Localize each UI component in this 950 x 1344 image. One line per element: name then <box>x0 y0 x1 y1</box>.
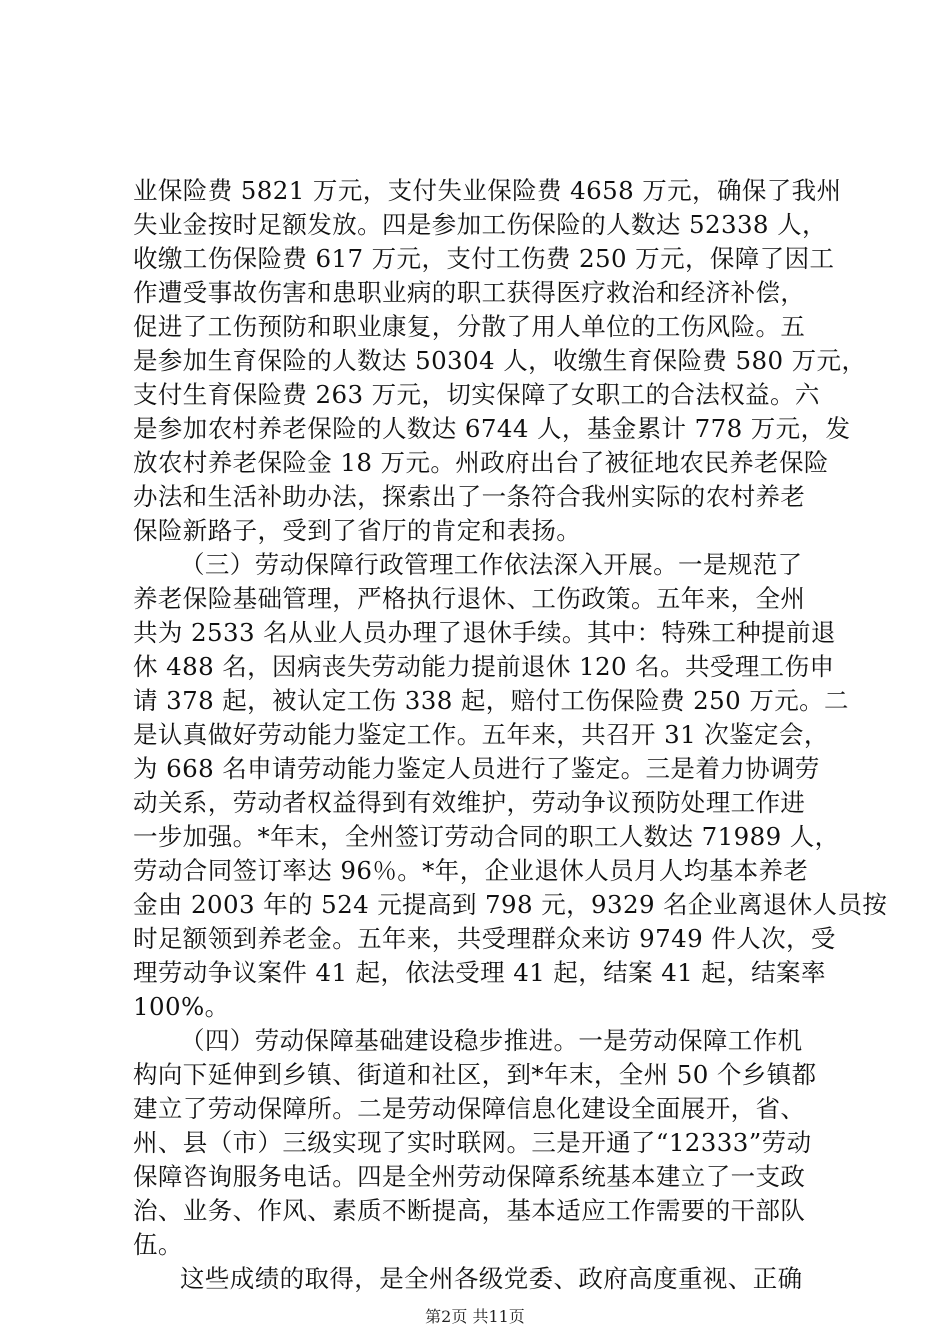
text-line: 养老保险基础管理，严格执行退休、工伤政策。五年来，全州 <box>133 584 806 613</box>
text-line: 一步加强。*年末，全州签订劳动合同的职工人数达 71989 人， <box>133 822 840 851</box>
text-line: 共为 2533 名从业人员办理了退休手续。其中：特殊工种提前退 <box>133 618 836 647</box>
text-line: 100%。 <box>133 992 230 1021</box>
section-heading-line: （三）劳动保障行政管理工作依法深入开展。一是规范了 <box>180 550 803 579</box>
text-line: 业保险费 5821 万元，支付失业保险费 4658 万元，确保了我州 <box>133 176 842 205</box>
text-line: 收缴工伤保险费 617 万元，支付工伤费 250 万元，保障了因工 <box>133 244 835 273</box>
text-line: 保障咨询服务电话。四是全州劳动保障系统基本建立了一支政 <box>133 1162 806 1191</box>
text-line: 是认真做好劳动能力鉴定工作。五年来，共召开 31 次鉴定会， <box>133 720 829 749</box>
text-line: 支付生育保险费 263 万元，切实保障了女职工的合法权益。六 <box>133 380 820 409</box>
text-line: 保险新路子，受到了省厅的肯定和表扬。 <box>133 516 582 545</box>
text-line: 办法和生活补助办法，探索出了一条符合我州实际的农村养老 <box>133 482 806 511</box>
text-line: 休 488 名，因病丧失劳动能力提前退休 120 名。共受理工伤申 <box>133 652 835 681</box>
text-line: 作遭受事故伤害和患职业病的职工获得医疗救治和经济补偿， <box>133 278 806 307</box>
text-line: 构向下延伸到乡镇、街道和社区，到*年末，全州 50 个乡镇都 <box>133 1060 817 1089</box>
section-heading-line: （四）劳动保障基础建设稳步推进。一是劳动保障工作机 <box>180 1026 803 1055</box>
text-line: 动关系，劳动者权益得到有效维护，劳动争议预防处理工作进 <box>133 788 806 817</box>
text-line: 治、业务、作风、素质不断提高，基本适应工作需要的干部队 <box>133 1196 806 1225</box>
text-line: 请 378 起，被认定工伤 338 起，赔付工伤保险费 250 万元。二 <box>133 686 849 715</box>
text-line: 时足额领到养老金。五年来，共受理群众来访 9749 件人次，受 <box>133 924 836 953</box>
text-line: 金由 2003 年的 524 元提高到 798 元，9329 名企业离退休人员按 <box>133 890 888 919</box>
text-line: 州、县（市）三级实现了实时联网。三是开通了“12333”劳动 <box>133 1128 812 1157</box>
text-line: 放农村养老保险金 18 万元。州政府出台了被征地农民养老保险 <box>133 448 829 477</box>
text-line: 伍。 <box>133 1230 183 1259</box>
text-line: 为 668 名申请劳动能力鉴定人员进行了鉴定。三是着力协调劳 <box>133 754 820 783</box>
text-line: 失业金按时足额发放。四是参加工伤保险的人数达 52338 人， <box>133 210 827 239</box>
text-line: 促进了工伤预防和职业康复，分散了用人单位的工伤风险。五 <box>133 312 806 341</box>
text-line: 是参加生育保险的人数达 50304 人，收缴生育保险费 580 万元， <box>133 346 867 375</box>
paragraph-start-line: 这些成绩的取得，是全州各级党委、政府高度重视、正确 <box>180 1264 803 1293</box>
text-line: 建立了劳动保障所。二是劳动保障信息化建设全面展开，省、 <box>133 1094 806 1123</box>
text-line: 是参加农村养老保险的人数达 6744 人，基金累计 778 万元，发 <box>133 414 851 443</box>
text-line: 理劳动争议案件 41 起，依法受理 41 起，结案 41 起，结案率 <box>133 958 826 987</box>
text-line: 劳动合同签订率达 96％。*年，企业退休人员月人均基本养老 <box>133 856 809 885</box>
page-footer: 第2页 共11页 <box>425 1307 525 1326</box>
